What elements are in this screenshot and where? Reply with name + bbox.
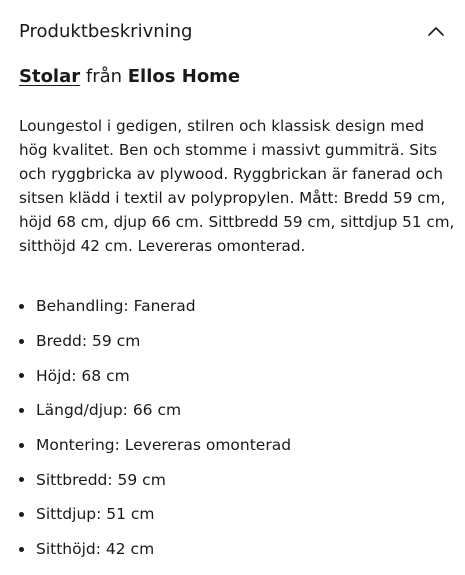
spec-text: Längd/djup: 66 cm [36,401,182,420]
spec-list [19,289,291,567]
brand-name: Ellos Home [127,66,241,87]
spec-text: Sitthöjd: 42 cm [36,540,155,559]
list-item [19,532,291,567]
category-link[interactable]: Stolar [19,66,81,87]
bullet-icon [19,339,24,344]
list-item [19,428,291,463]
list-item [19,462,291,497]
spec-text: Sittbredd: 59 cm [36,470,166,489]
list-item [19,289,291,324]
bullet-icon [19,547,24,552]
list-item [19,497,291,532]
list-item [19,324,291,359]
spec-text: Höjd: 68 cm [36,366,130,385]
brand-line [19,66,240,87]
bullet-icon [19,373,24,378]
chevron-up-icon[interactable] [425,20,447,42]
bullet-icon [19,443,24,448]
list-item [19,393,291,428]
list-item [19,358,291,393]
bullet-icon [19,304,24,309]
bullet-icon [19,512,24,517]
spec-text: Montering: Levereras omonterad [36,436,292,455]
spec-text: Behandling: Fanerad [36,297,196,316]
brand-connector: från [80,66,128,87]
product-description-header[interactable] [19,12,447,50]
section-title: Produktbeskrivning [19,20,193,42]
bullet-icon [19,477,24,482]
product-description-text: Loungestol i gedigen, stilren och klassisk design med hög kvalitet. Ben och stomme i massivt gummiträ. Sits och ryggbricka av plywood. Ryggbrickan är fanerad och sitsen klädd i textil av polypropylen. Mått: Bredd 59 cm, höjd 68 cm, djup 66 cm. Sittbredd 59 cm, sittdjup 51 cm, sitthöjd 42 cm. Levereras omonterad. [19,117,455,255]
bullet-icon [19,408,24,413]
spec-text: Bredd: 59 cm [36,332,141,351]
spec-text: Sittdjup: 51 cm [36,505,155,524]
